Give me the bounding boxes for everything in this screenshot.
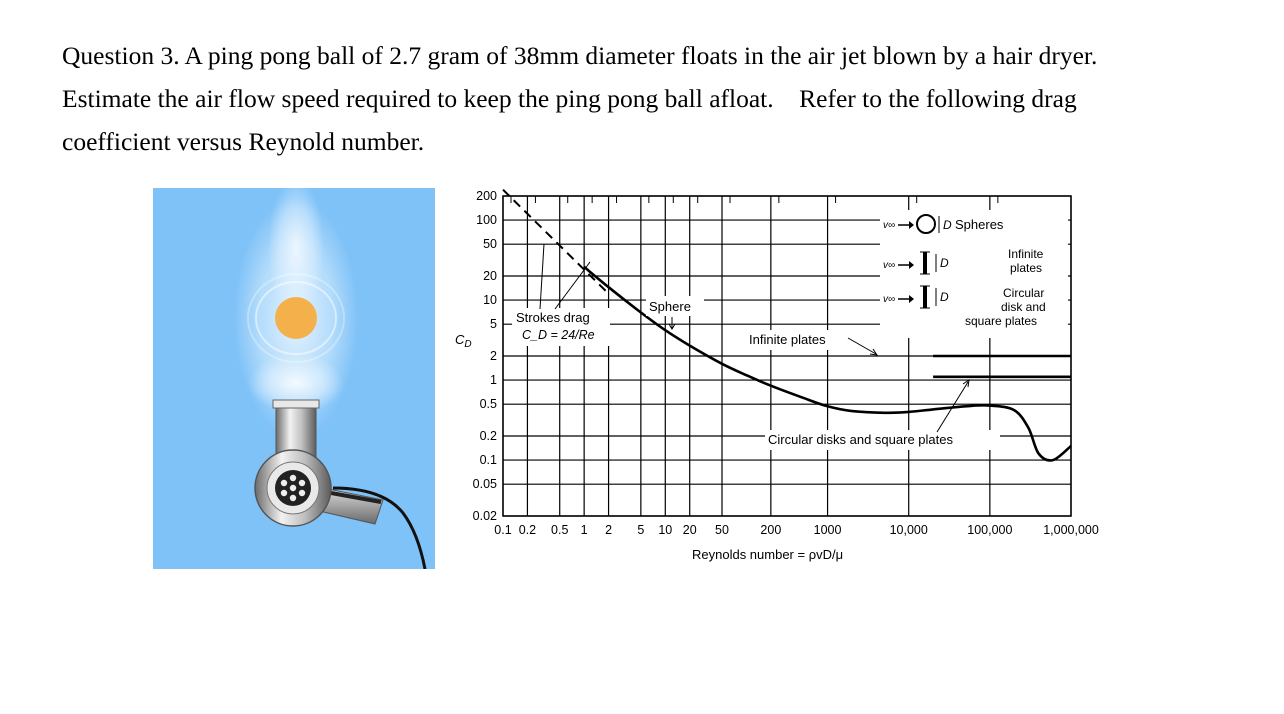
disk-icon [923, 286, 927, 308]
legend-diameter-1: D [943, 218, 952, 232]
disk-annotation [765, 380, 1000, 450]
x-tick-labels [494, 523, 1099, 537]
disk-plates-label: Circular disks and square plates [768, 432, 953, 447]
legend-label-disk-3: square plates [965, 314, 1038, 328]
strokes-formula: C_D = 24/Re [522, 328, 595, 342]
x-tick-label: 10,000 [889, 523, 928, 537]
x-tick-label: 1 [580, 523, 588, 537]
x-tick-label: 50 [715, 523, 729, 537]
sphere-label: Sphere [649, 299, 691, 314]
chart-legend [880, 210, 1068, 338]
legend-label-spheres: Spheres [955, 217, 1004, 232]
y-tick-label: 0.05 [472, 477, 497, 492]
infinite-plates-annotation [746, 330, 877, 355]
y-tick-label: 0.1 [479, 453, 497, 468]
infinite-plates-label: Infinite plates [749, 332, 826, 347]
x-axis-label: Reynolds number = ρvD/μ [692, 547, 844, 562]
y-tick-label: 200 [476, 189, 497, 203]
legend-diameter-2: D [940, 256, 949, 270]
x-tick-label: 100,000 [967, 523, 1013, 537]
x-tick-label: 0.1 [494, 523, 512, 537]
legend-velocity-1: v∞ [883, 220, 896, 231]
y-tick-label: 2 [490, 349, 497, 363]
x-tick-label: 200 [760, 523, 782, 537]
question-line-2: Estimate the air flow speed required to keep the ping pong ball afloat. Refer to the following drag [62, 84, 1077, 113]
drag-chart-svg [440, 186, 1120, 576]
illustration-svg [153, 188, 435, 569]
y-tick-label: 100 [476, 213, 497, 228]
ping-pong-ball-icon [275, 297, 317, 339]
strokes-drag-label: Strokes drag [516, 310, 590, 325]
y-axis-label: $C_D$ [455, 332, 472, 350]
legend-velocity-3: v∞ [883, 294, 896, 305]
question-line-3: coefficient versus Reynold number. [62, 127, 425, 156]
x-tick-label: 20 [682, 523, 697, 537]
legend-label-infinite-1: Infinite [1008, 247, 1044, 261]
series-line-strokes-drag [503, 190, 609, 294]
y-tick-label: 0.02 [472, 509, 497, 523]
y-tick-label: 1 [490, 373, 497, 388]
strokes-annotation [512, 244, 610, 346]
legend-label-disk-1: Circular [1003, 286, 1045, 300]
y-tick-label: 20 [483, 269, 497, 283]
y-tick-label: 10 [483, 293, 497, 308]
hair-dryer-illustration [153, 188, 435, 569]
x-tick-label: 1,000,000 [1043, 523, 1099, 537]
legend-label-disk-2: disk and [1001, 300, 1046, 314]
y-tick-label: 0.2 [479, 429, 497, 443]
x-tick-label: 0.5 [551, 523, 569, 537]
y-tick-label: 0.5 [479, 397, 497, 412]
y-tick-label: 5 [490, 317, 497, 332]
x-tick-label: 1000 [813, 523, 842, 537]
x-tick-label: 5 [637, 523, 645, 537]
x-tick-label: 10 [658, 523, 673, 537]
x-tick-label: 0.2 [518, 523, 537, 537]
legend-diameter-3: D [940, 290, 949, 304]
drag-chart [440, 186, 1120, 576]
legend-label-infinite-2: plates [1010, 261, 1043, 275]
plate-icon [923, 252, 927, 274]
y-tick-label: 50 [483, 237, 497, 252]
y-tick-labels [473, 189, 497, 523]
question-line-1: Question 3. A ping pong ball of 2.7 gram of 38mm diameter floats in the air jet blown by a hair dryer. [62, 41, 1098, 70]
question-text [62, 34, 1232, 163]
legend-velocity-2: v∞ [883, 260, 896, 271]
x-tick-label: 2 [605, 523, 613, 537]
